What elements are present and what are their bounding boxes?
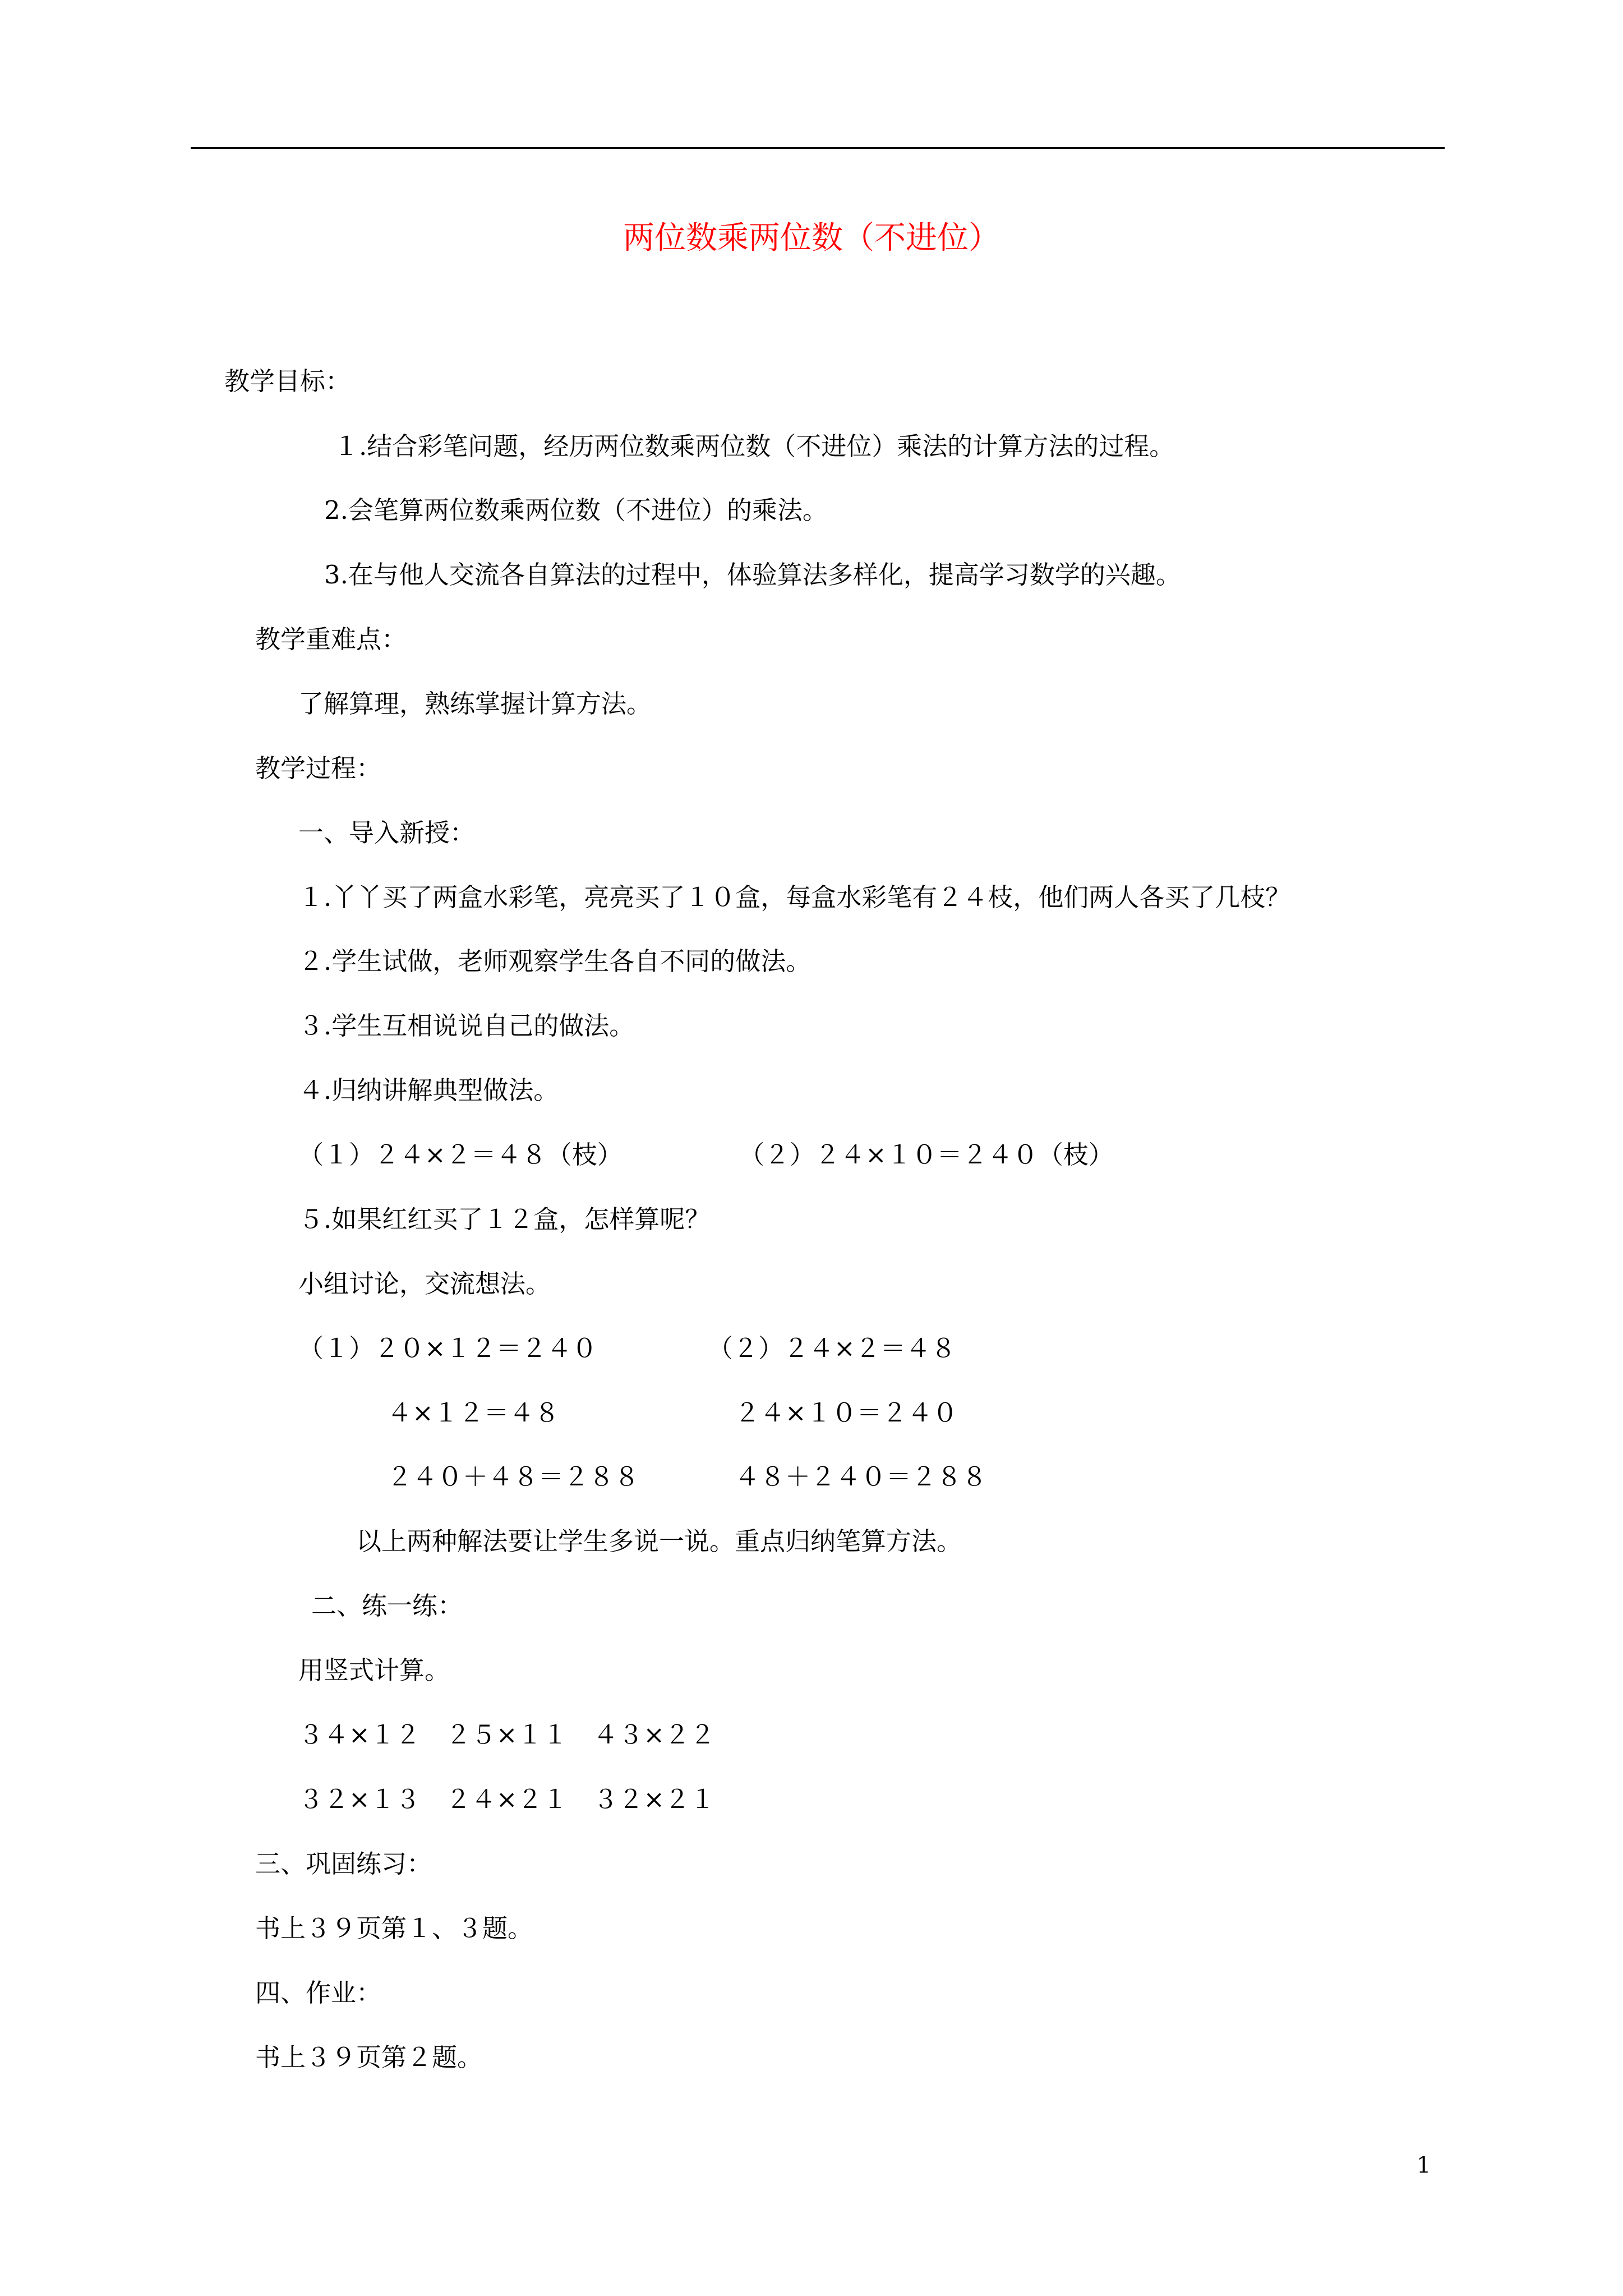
- solution1-line: （１）２０×１２＝２４０: [298, 1333, 597, 1363]
- objective-item: 2.会笔算两位数乘两位数（不进位）的乘法。: [324, 495, 828, 525]
- section1-step: ４.归纳讲解典型做法。: [298, 1075, 559, 1105]
- method-b: （２）２４×１０＝２４０（枝）: [739, 1140, 1114, 1170]
- objective-item: 3.在与他人交流各自算法的过程中，体验算法多样化，提高学习数学的兴趣。: [324, 560, 1181, 590]
- section1-step5: ５.如果红红买了１２盒，怎样算呢？: [298, 1204, 711, 1234]
- solution1-line: ４×１２＝４８: [387, 1398, 560, 1428]
- page-number: 1: [1417, 2152, 1431, 2178]
- solution2-line: ２４×１０＝２４０: [735, 1398, 958, 1428]
- section1-step: ３.学生互相说说自己的做法。: [298, 1011, 635, 1041]
- document-title: 两位数乘两位数（不进位）: [623, 220, 1000, 256]
- process-heading: 教学过程：: [255, 753, 382, 783]
- solution1-line: ２４０＋４８＝２８８: [387, 1462, 640, 1492]
- solution2-line: ４８＋２４０＝２８８: [735, 1462, 988, 1492]
- discussion-text: 小组讨论，交流想法。: [298, 1269, 551, 1299]
- section2-heading: 二、练一练：: [311, 1591, 463, 1621]
- objective-item: １.结合彩笔问题，经历两位数乘两位数（不进位）乘法的计算方法的过程。: [334, 431, 1175, 461]
- section1-step: １.丫丫买了两盒水彩笔，亮亮买了１０盒，每盒水彩笔有２４枝，他们两人各买了几枝？: [298, 882, 1291, 912]
- method-a: （１）２４×２＝４８（枝）: [298, 1140, 623, 1170]
- objectives-heading: 教学目标：: [224, 366, 351, 396]
- exercise-row: ３２×１３ ２４×２１ ３２×２１: [298, 1784, 716, 1814]
- section4-heading: 四、作业：: [255, 1978, 382, 2008]
- header-rule: [191, 147, 1445, 149]
- exercise-row: ３４×１２ ２５×１１ ４３×２２: [298, 1720, 716, 1750]
- section2-instruction: 用竖式计算。: [298, 1655, 450, 1685]
- section1-step: ２.学生试做，老师观察学生各自不同的做法。: [298, 946, 811, 976]
- key-points-text: 了解算理，熟练掌握计算方法。: [298, 689, 652, 719]
- section3-heading: 三、巩固练习：: [255, 1849, 432, 1879]
- section1-heading: 一、导入新授：: [298, 818, 476, 848]
- summary-text: 以上两种解法要让学生多说一说。重点归纳笔算方法。: [356, 1526, 962, 1556]
- solution2-line: （２）２４×２＝４８: [708, 1333, 956, 1363]
- section3-content: 书上３９页第１、３题。: [255, 1913, 533, 1943]
- section4-content: 书上３９页第２题。: [255, 2042, 483, 2072]
- key-points-heading: 教学重难点：: [255, 624, 407, 654]
